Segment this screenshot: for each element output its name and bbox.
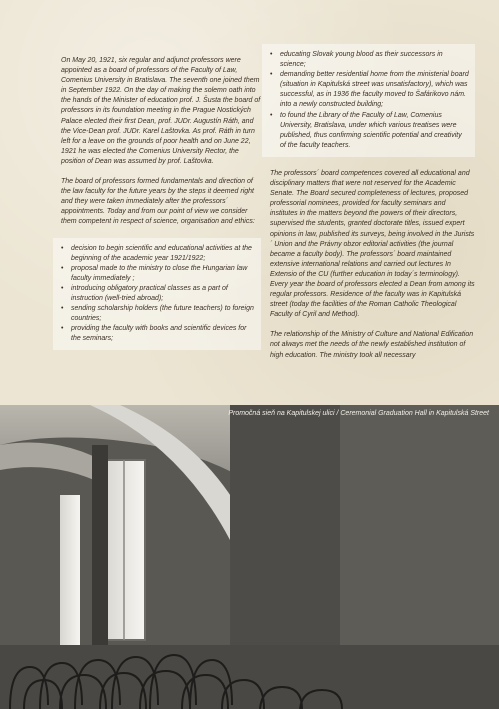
photo-caption: Promočná sieň na Kapitulskej ulici / Ceremonial Graduation Hall in Kapitulská Street	[228, 410, 489, 417]
left-text-column	[61, 56, 261, 350]
list-item: • proposal made to the ministry to close the Hungarian law faculty immediately ;	[61, 264, 255, 284]
hall-illustration	[0, 405, 499, 709]
left-paragraph-1: On May 20, 1921, six regular and adjunct professors were appointed as a board of professors of the Faculty of Law, Comenius University in Bratislava. The seventh one joined them in September 1922. On the day of making the solemn oath into the hands of the Minister of education prof. J. Šusta the board of professors in its foundation meeting in the Prague Nostických Palace elected their first Dean, prof. JUDr. Augustín Ráth, and the Vice-Dean prof. JUDr. Karel Laštovka. As prof. Ráth in turn left for a leave on the grounds of poor health and on June 22, 1921 he was elected the Comenius University Rector, the position of Dean was assumed by prof. Laštovka.	[61, 57, 261, 165]
list-item: • to found the Library of the Faculty of Law, Comenius University, Bratislava, under which various treatises were published, thus confirming scientific potential and creativity of the faculty teachers.	[270, 111, 469, 151]
list-item: • demanding better residential home from the ministerial board (situation in Kapitulská street was unsatisfactory), which was successful, as in 1936 the faculty moved to Šafárikovo nám. into a newly constructed building;	[270, 70, 469, 110]
right-paragraph-2: The relationship of the Ministry of Culture and National Edification not always met the needs of the newly established institution of high education. The ministry took all necessary	[270, 331, 474, 359]
ceremonial-hall-photo	[0, 405, 499, 709]
list-item: • providing the faculty with books and scientific devices for the seminars;	[61, 324, 255, 344]
right-paragraph-1: The professors´ board competences covered all educational and disciplinary matters that were not reserved for the Academic Senate. The Board secured completeness of lectures, proposed professorial nominees, provided for faculty seminars and institutes in the matters beyond the powers of their directors, supervised the students, granted doctorate titles, issued expert opinions in law, published its surveys, being involved in the Jurists´ Union and the Právny obzor editorial activities (the journal became a faculty body). The professors´ board maintained extensive international relations and carried out lectures In Extensio of the CU (further education in today´s terminology). Every year the board of professors elected a Dean from among its regular professors. Residence of the faculty was in Kapitulská street (today the facilities of the Roman Catholic Theological Faculty of Cyril and Method).	[270, 169, 475, 319]
list-item: • sending scholarship holders (the future teachers) to foreign countries;	[61, 304, 255, 324]
left-paragraph-2: The board of professors formed fundamentals and direction of the law faculty for the future years by the steps it deemed right and they were taken immediately after the professors´ appointments. Today and from our point of view we consider them competent in respect of science, organisation and ethics:	[61, 178, 255, 226]
right-bullet-list	[270, 50, 469, 151]
list-item: • educating Slovak young blood as their successors in science;	[270, 50, 469, 70]
list-item: • introducing obligatory practical classes as a part of instruction (well-tried abroad);	[61, 284, 255, 304]
left-bullet-list	[61, 244, 255, 345]
list-item: • decision to begin scientific and educational activities at the beginning of the academic year 1921/1922;	[61, 244, 255, 264]
left-bullet-panel	[53, 238, 261, 351]
right-text-column	[270, 51, 475, 371]
right-bullet-panel	[262, 44, 475, 157]
